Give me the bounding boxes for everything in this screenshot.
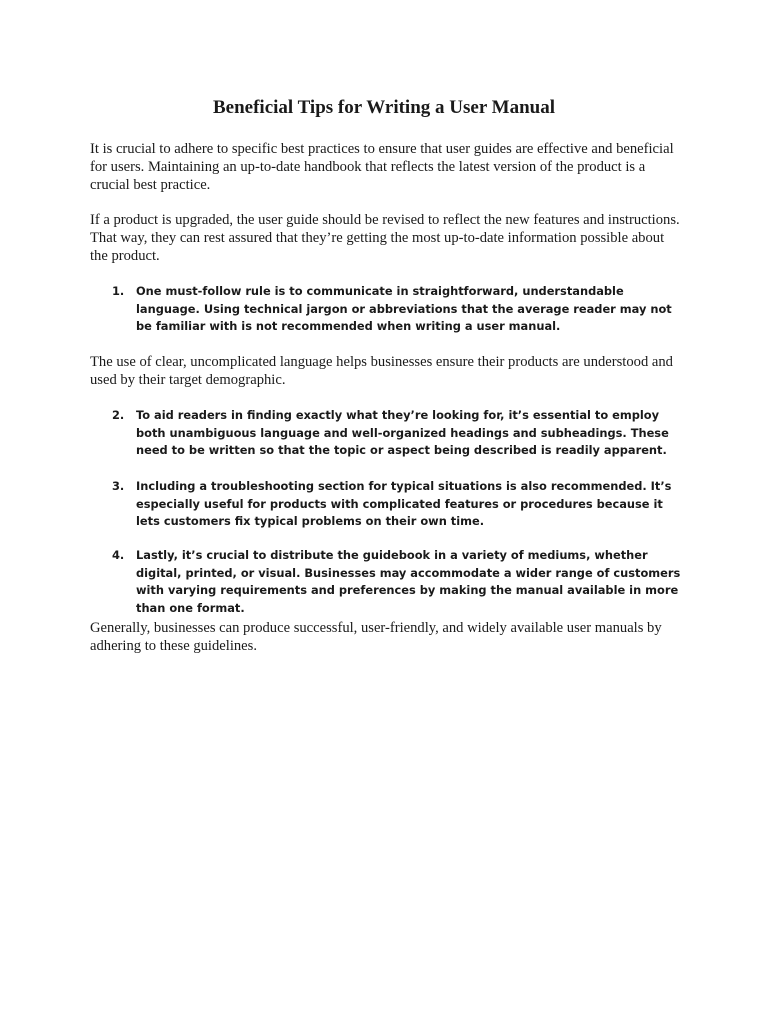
list-item-text: One must-follow rule is to communicate in straightforward, understandable language. Using technical jargon or abbreviations that the average reader may not be familiar with is not recommended when writing a user manual.: [136, 284, 672, 333]
list-item: [112, 478, 682, 531]
list-item-number: 1.: [112, 284, 125, 298]
paragraph-upgrades: If a product is upgraded, the user guide should be revised to reflect the new features and instructions. That way, they can rest assured that they’re getting the most up-to-date information possible about the product.: [90, 212, 680, 264]
document-title: Beneficial Tips for Writing a User Manual: [212, 97, 556, 118]
list-item-text: Lastly, it’s crucial to distribute the guidebook in a variety of mediums, whether digital, printed, or visual. Businesses may accommodate a wider range of customers with varying requirements and preferences by making the manual available in more than one format.: [136, 548, 681, 615]
list-item-number: 4.: [112, 548, 125, 562]
list-item: [112, 547, 682, 617]
list-item: [112, 283, 682, 336]
list-item-text: Including a troubleshooting section for typical situations is also recommended. It’s especially useful for products with complicated features or procedures because it lets customers fix typical problems on their own time.: [136, 479, 672, 528]
paragraph-conclusion: Generally, businesses can produce successful, user-friendly, and widely available user manuals by adhering to these guidelines.: [90, 620, 662, 654]
list-item: [112, 407, 682, 460]
paragraph-clear-language: The use of clear, uncomplicated language helps businesses ensure their products are understood and used by their target demographic.: [90, 354, 673, 388]
list-item-number: 2.: [112, 408, 125, 422]
list-item-text: To aid readers in finding exactly what they’re looking for, it’s essential to employ both unambiguous language and well-organized headings and subheadings. These need to be written so that the topic or aspect being described is readily apparent.: [136, 408, 669, 457]
list-item-number: 3.: [112, 479, 125, 493]
paragraph-intro: It is crucial to adhere to specific best practices to ensure that user guides are effective and beneficial for users. Maintaining an up-to-date handbook that reflects the latest version of the product is a crucial best practice.: [90, 141, 674, 193]
